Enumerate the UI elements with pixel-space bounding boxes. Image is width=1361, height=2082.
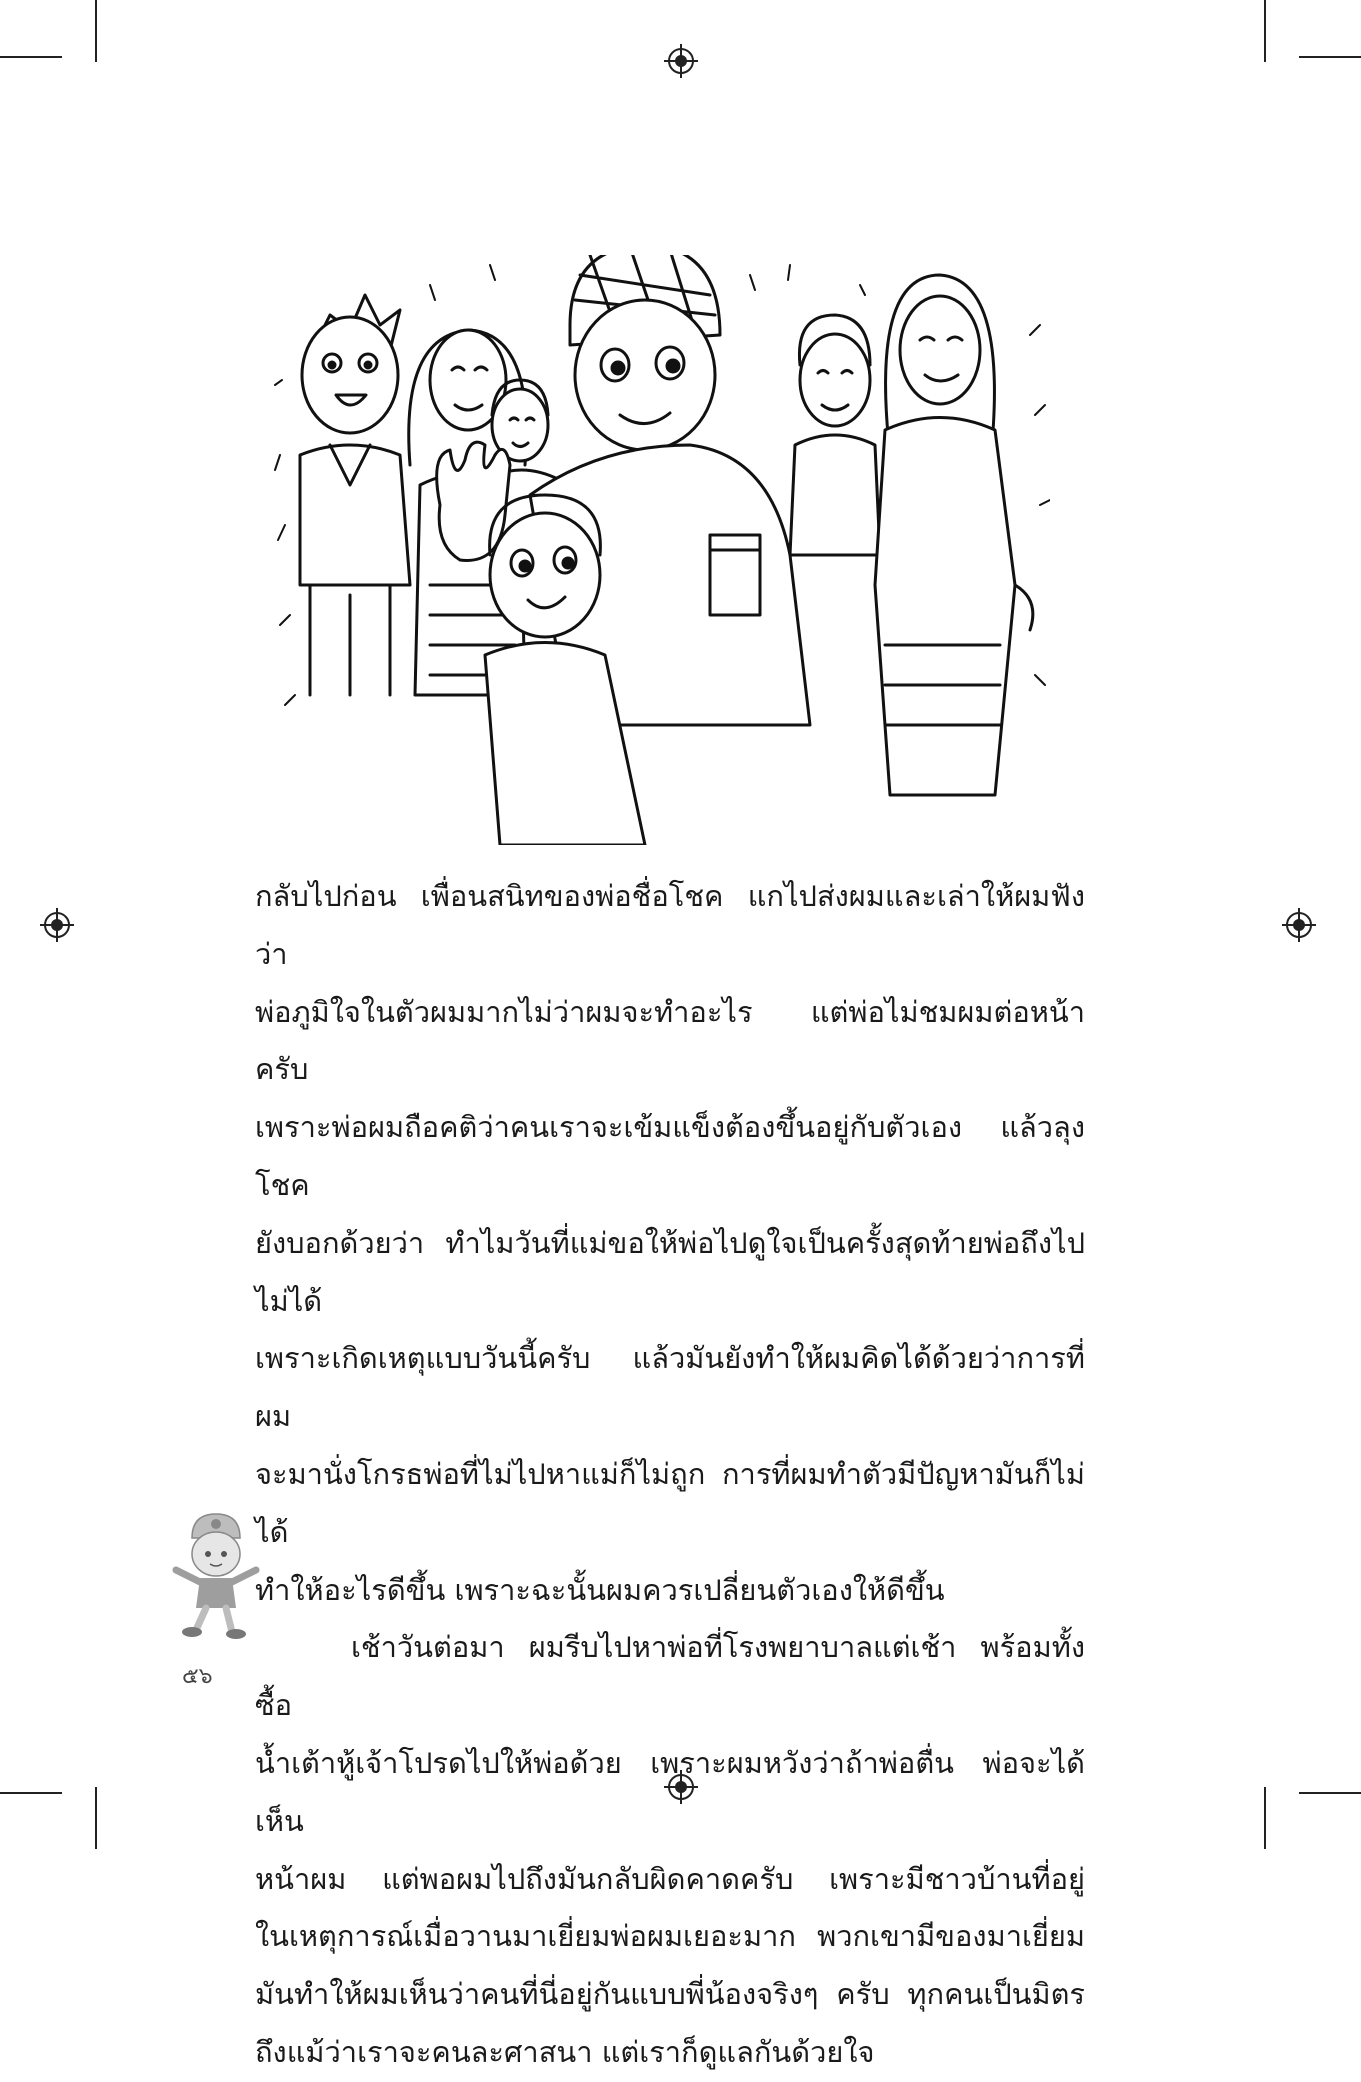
- text-line: เช้าวันต่อมา ผมรีบไปหาพ่อที่โรงพยาบาลแต่เช้า พร้อมทั้งซื้อ: [255, 1630, 1085, 1723]
- text-line: ทำให้อะไรดีขึ้น เพราะฉะนั้นผมควรเปลี่ยนตัวเองให้ดีขึ้น: [255, 1572, 945, 1607]
- mascot-boy-icon: [170, 1508, 262, 1640]
- crop-mark-bl-h: [0, 1792, 62, 1794]
- man-right-figure: [790, 315, 880, 555]
- story-text: [255, 868, 1085, 2082]
- text-line: หน้าผม แต่พอผมไปถึงมันกลับผิดคาดครับ เพราะมีชาวบ้านที่อยู่: [255, 1861, 1085, 1896]
- text-line: ในเหตุการณ์เมื่อวานมาเยี่ยมพ่อผมเยอะมาก พวกเขามีของมาเยี่ยม: [255, 1919, 1085, 1954]
- people-group-illustration: [270, 255, 1050, 845]
- text-line: จะมานั่งโกรธพ่อที่ไม่ไปหาแม่ก็ไม่ถูก การที่ผมทำตัวมีปัญหามันก็ไม่ได้: [255, 1456, 1085, 1549]
- text-line: ยังบอกด้วยว่า ทำไมวันที่แม่ขอให้พ่อไปดูใจเป็นครั้งสุดท้ายพ่อถึงไปไม่ได้: [255, 1225, 1085, 1318]
- text-line: น้ำเต้าหู้เจ้าโปรดไปให้พ่อด้วย เพราะผมหวังว่าถ้าพ่อตื่น พ่อจะได้เห็น: [255, 1745, 1085, 1838]
- text-line: ถึงแม้ว่าเราจะคนละศาสนา แต่เราก็ดูแลกันด้วยใจ: [255, 2034, 875, 2069]
- text-line: มันทำให้ผมเห็นว่าคนที่นี่อยู่กันแบบพี่น้องจริงๆ ครับ ทุกคนเป็นมิตร: [255, 1977, 1085, 2012]
- crop-mark-bl-v: [95, 1787, 97, 1849]
- crop-mark-tl-h: [0, 56, 62, 58]
- text-line: เพราะเกิดเหตุแบบวันนี้ครับ แล้วมันยังทำให้ผมคิดได้ด้วยว่าการที่ผม: [255, 1341, 1085, 1434]
- man-left-figure: [300, 295, 410, 695]
- crop-mark-br-v: [1264, 1787, 1266, 1849]
- paragraph-2: [255, 1619, 1085, 2081]
- crop-mark-tl-v: [95, 0, 97, 62]
- paragraph-1: [255, 868, 1085, 1619]
- crop-mark-br-h: [1299, 1792, 1361, 1794]
- registration-mark-right: [1282, 908, 1316, 942]
- registration-mark-top: [664, 44, 698, 78]
- crop-mark-tr-h: [1299, 56, 1361, 58]
- text-line: เพราะพ่อผมถือคติว่าคนเราจะเข้มแข็งต้องขึ้นอยู่กับตัวเอง แล้วลุงโชค: [255, 1110, 1085, 1202]
- woman-right-figure: [875, 275, 1033, 795]
- page-number: ๕๖: [182, 1664, 213, 1689]
- text-line: พ่อภูมิใจในตัวผมมากไม่ว่าผมจะทำอะไร แต่พ่อไม่ชมผมต่อหน้าครับ: [255, 994, 1085, 1087]
- crop-mark-tr-v: [1264, 0, 1266, 62]
- registration-mark-left: [40, 908, 74, 942]
- text-line: กลับไปก่อน เพื่อนสนิทของพ่อชื่อโชค แกไปส่งผมและเล่าให้ผมฟังว่า: [255, 879, 1085, 971]
